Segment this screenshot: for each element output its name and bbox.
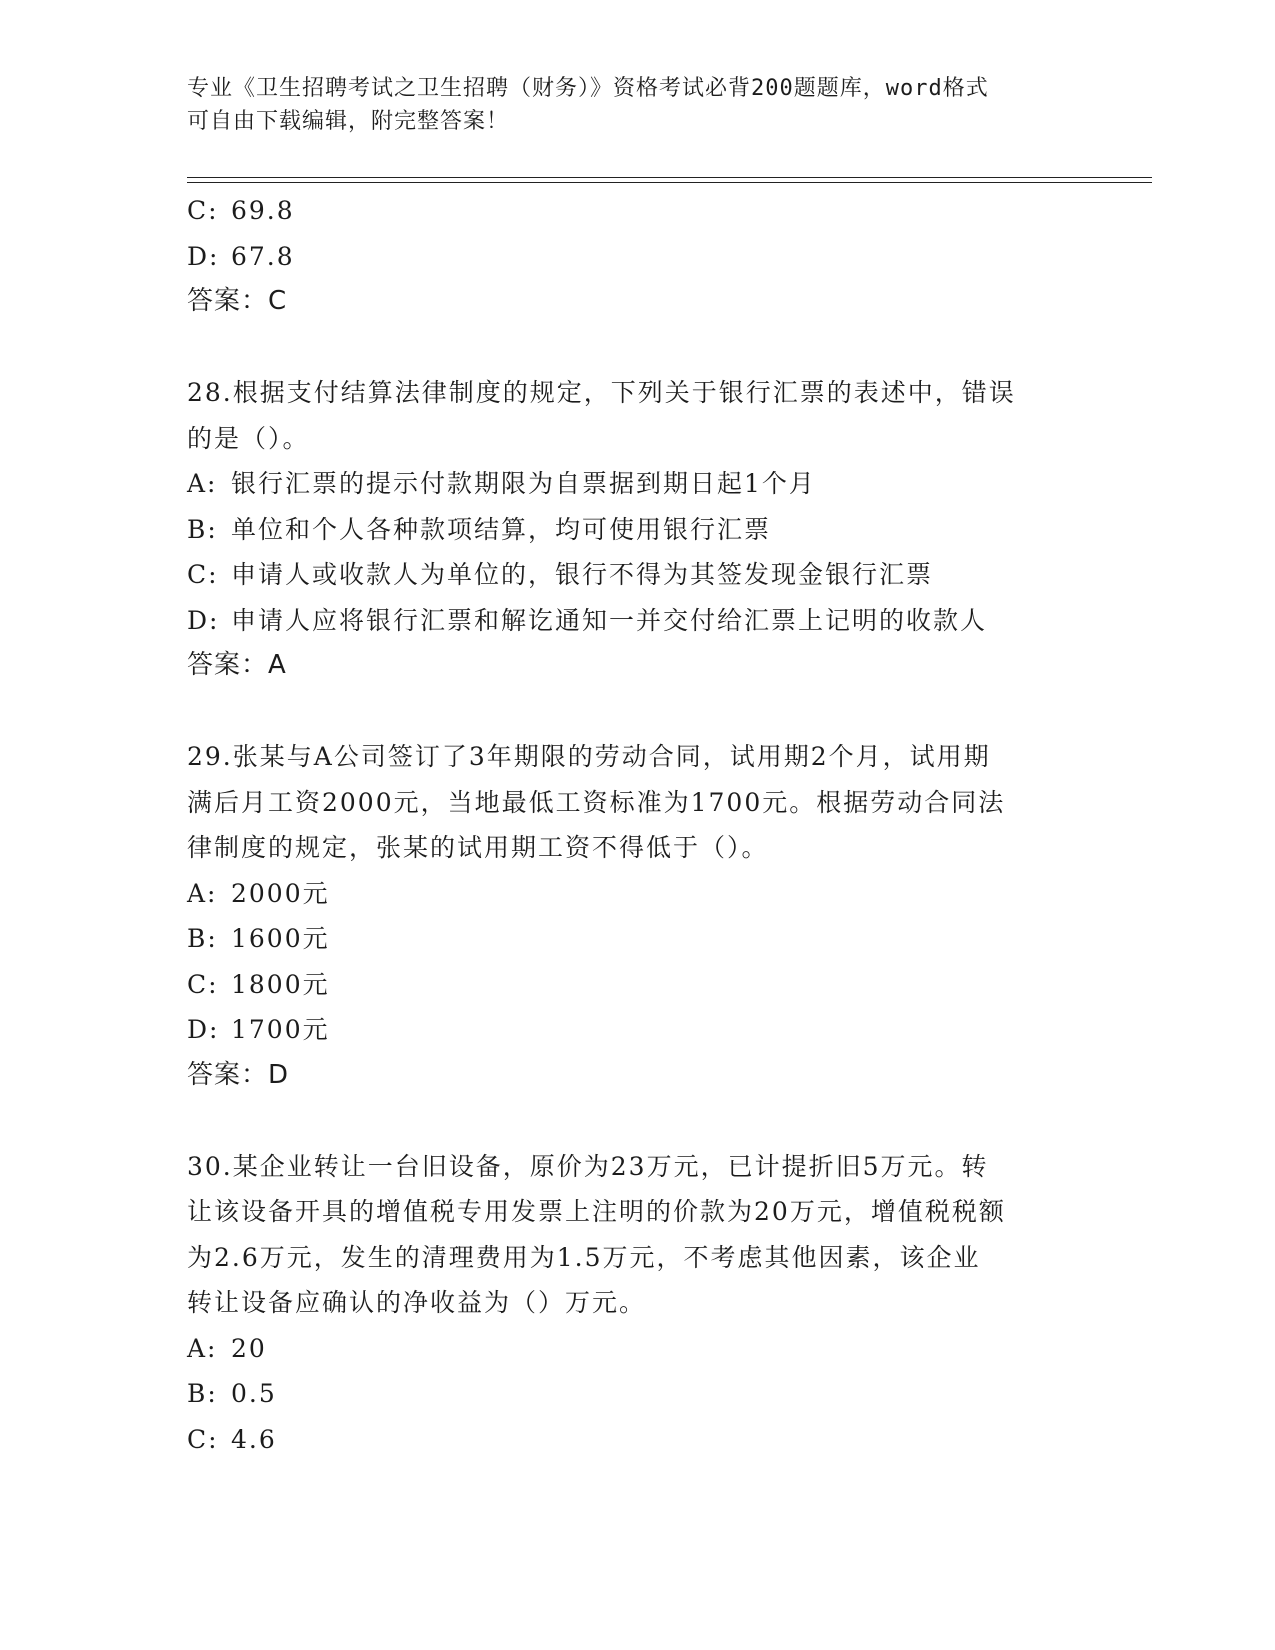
option-text: 2000元 [231, 878, 330, 908]
option-text: 申请人或收款人为单位的，银行不得为其签发现金银行汇票 [231, 560, 934, 589]
option-letter: D: [187, 241, 220, 271]
option-text: 4.6 [231, 1424, 277, 1454]
header-divider-second [187, 182, 1152, 183]
option-letter: A: [187, 469, 218, 498]
option-c [187, 962, 1087, 1008]
question-text: 的是（）。 [187, 423, 310, 453]
option-text: 20 [231, 1333, 267, 1363]
option-text: 0.5 [231, 1379, 277, 1408]
option-text: 单位和个人各种款项结算，均可使用银行汇票 [231, 514, 772, 544]
option-b [187, 507, 1087, 553]
question-30 [187, 1144, 1087, 1463]
previous-question-tail [187, 188, 1087, 325]
answer-line: 答案：C [187, 286, 288, 316]
option-b [187, 916, 1087, 962]
question-text: 律制度的规定，张某的试用期工资不得低于（）。 [187, 833, 769, 862]
document-header [187, 72, 1087, 138]
option-letter: B: [187, 924, 218, 953]
option-text: 69.8 [231, 196, 295, 225]
option-text: 1800元 [231, 969, 330, 999]
header-divider [187, 177, 1152, 178]
header-line-2: 可自由下载编辑，附完整答案！ [187, 109, 510, 134]
question-text: 29.张某与A公司签订了3年期限的劳动合同，试用期2个月，试用期 [187, 742, 991, 771]
option-letter: B: [187, 1379, 218, 1408]
question-text: 30.某企业转让一台旧设备，原价为23万元，已计提折旧5万元。转 [187, 1151, 989, 1181]
option-b [187, 1371, 1087, 1417]
option-d [187, 1007, 1087, 1053]
option-d [187, 598, 1087, 644]
option-a [187, 1326, 1087, 1372]
option-letter: A: [187, 1333, 218, 1363]
option-d [187, 234, 1087, 280]
answer-line: 答案：A [187, 650, 287, 680]
question-text: 让该设备开具的增值税专用发票上注明的价款为20万元，增值税税额 [187, 1197, 1006, 1226]
option-letter: A: [187, 878, 218, 908]
answer-line: 答案：D [187, 1059, 290, 1090]
option-letter: C: [187, 560, 219, 589]
option-text: 1600元 [231, 924, 330, 953]
option-text: 67.8 [231, 241, 295, 271]
option-text: 银行汇票的提示付款期限为自票据到期日起1个月 [231, 469, 816, 498]
question-content [187, 188, 1087, 1462]
option-c [187, 1417, 1087, 1463]
option-a [187, 461, 1087, 507]
question-text: 为2.6万元，发生的清理费用为1.5万元，不考虑其他因素，该企业 [187, 1242, 981, 1272]
option-text: 1700元 [231, 1015, 330, 1044]
question-text: 满后月工资2000元，当地最低工资标准为1700元。根据劳动合同法 [187, 787, 1006, 817]
question-29 [187, 734, 1087, 1098]
option-letter: C: [187, 196, 219, 225]
question-text: 转让设备应确认的净收益为（）万元。 [187, 1288, 647, 1317]
question-text: 28.根据支付结算法律制度的规定，下列关于银行汇票的表述中，错误 [187, 378, 1016, 407]
option-text: 申请人应将银行汇票和解讫通知一并交付给汇票上记明的收款人 [231, 605, 988, 635]
option-letter: D: [187, 605, 220, 635]
option-letter: B: [187, 514, 218, 544]
option-c [187, 552, 1087, 598]
option-letter: C: [187, 969, 219, 999]
option-letter: C: [187, 1424, 219, 1454]
question-28 [187, 370, 1087, 689]
option-c [187, 188, 1087, 234]
option-letter: D: [187, 1015, 220, 1044]
option-a [187, 871, 1087, 917]
header-line-1: 专业《卫生招聘考试之卫生招聘（财务）》资格考试必背200题题库，word格式 [187, 76, 989, 101]
